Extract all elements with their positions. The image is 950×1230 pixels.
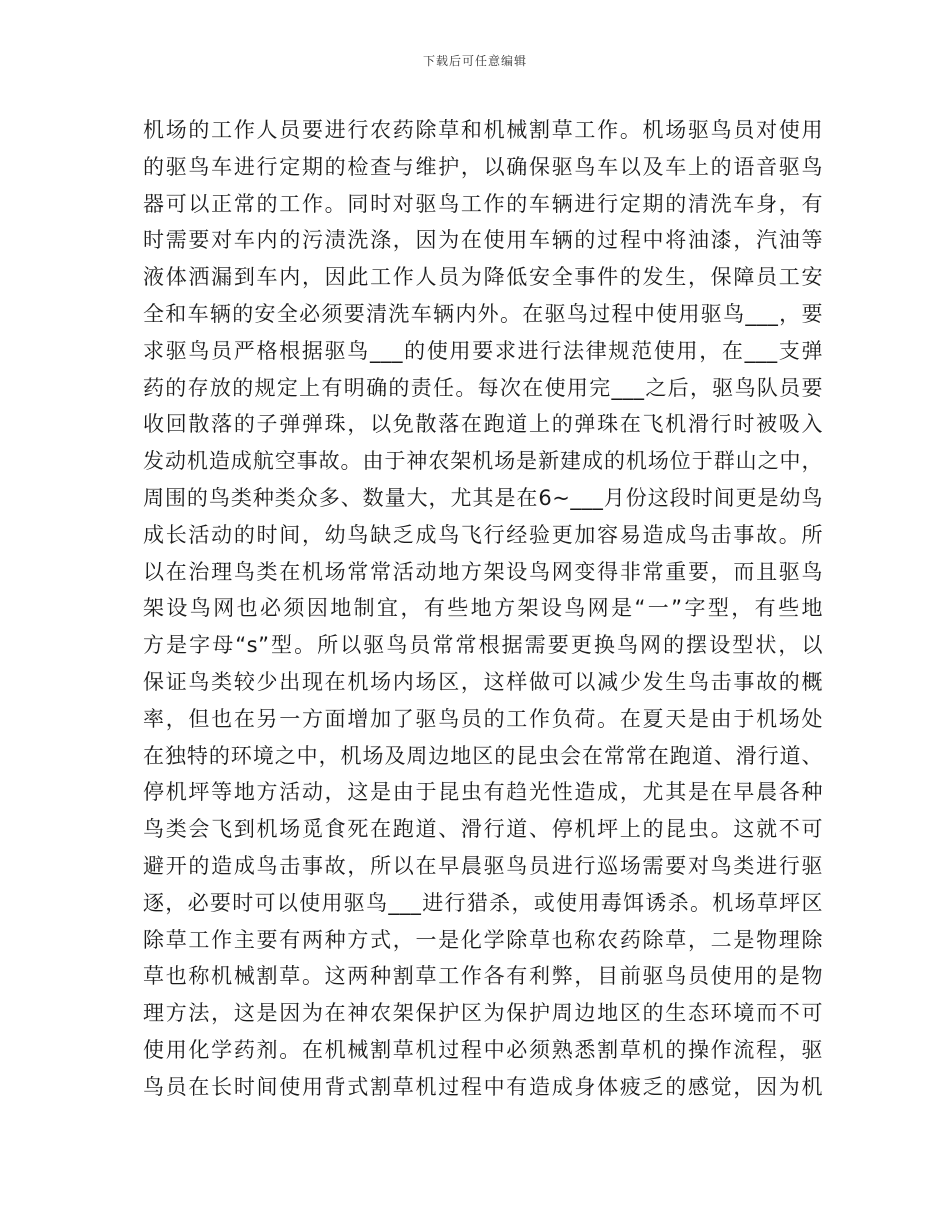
body-text <box>143 112 823 1106</box>
text-line: 架设鸟网也必须因地制宜，有些地方架设鸟网是“一”字型，有些地 <box>143 596 823 621</box>
text-line: 收回散落的子弹弹珠，以免散落在跑道上的弹珠在飞机滑行时被吸入 <box>143 412 823 437</box>
text-line: 方是字母“s”型。所以驱鸟员常常根据需要更换鸟网的摆设型状，以 <box>143 633 823 658</box>
text-line: 发动机造成航空事故。由于神农架机场是新建成的机场位于群山之中， <box>143 449 823 474</box>
text-line: 成长活动的时间，幼鸟缺乏成鸟飞行经验更加容易造成鸟击事故。所 <box>143 522 823 547</box>
text-line: 周围的鸟类种类众多、数量大，尤其是在6~___月份这段时间更是幼鸟 <box>143 485 823 510</box>
text-line: 草也称机械割草。这两种割草工作各有利弊，目前驱鸟员使用的是物 <box>143 964 823 989</box>
text-line: 以在治理鸟类在机场常常活动地方架设鸟网变得非常重要，而且驱鸟 <box>143 559 823 584</box>
text-line: 器可以正常的工作。同时对驱鸟工作的车辆进行定期的清洗车身，有 <box>143 191 823 216</box>
text-line: 停机坪等地方活动，这是由于昆虫有趋光性造成，尤其是在早晨各种 <box>143 780 823 805</box>
text-line: 鸟员在长时间使用背式割草机过程中有造成身体疲乏的感觉，因为机 <box>143 1074 823 1099</box>
text-line: 时需要对车内的污渍洗涤，因为在使用车辆的过程中将油漆，汽油等 <box>143 228 823 253</box>
text-line: 的驱鸟车进行定期的检查与维护，以确保驱鸟车以及车上的语音驱鸟 <box>143 154 823 179</box>
text-line: 率，但也在另一方面增加了驱鸟员的工作负荷。在夏天是由于机场处 <box>143 706 823 731</box>
text-line: 理方法，这是因为在神农架保护区为保护周边地区的生态环境而不可 <box>143 1001 823 1026</box>
text-line: 全和车辆的安全必须要清洗车辆内外。在驱鸟过程中使用驱鸟___，要 <box>143 301 823 326</box>
text-line: 在独特的环境之中，机场及周边地区的昆虫会在常常在跑道、滑行道、 <box>143 743 823 768</box>
text-line: 使用化学药剂。在机械割草机过程中必须熟悉割草机的操作流程，驱 <box>143 1037 823 1062</box>
page-header: 下载后可任意编辑 <box>422 54 527 68</box>
text-line: 机场的工作人员要进行农药除草和机械割草工作。机场驱鸟员对使用 <box>143 118 823 142</box>
text-line: 避开的造成鸟击事故，所以在早晨驱鸟员进行巡场需要对鸟类进行驱 <box>143 853 823 878</box>
text-line: 逐，必要时可以使用驱鸟___进行猎杀，或使用毒饵诱杀。机场草坪区 <box>143 890 823 915</box>
text-line: 求驱鸟员严格根据驱鸟___的使用要求进行法律规范使用，在___支弹 <box>143 338 823 363</box>
text-line: 鸟类会飞到机场觅食死在跑道、滑行道、停机坪上的昆虫。这就不可 <box>143 817 823 842</box>
text-line: 药的存放的规定上有明确的责任。每次在使用完___之后，驱鸟队员要 <box>143 375 823 400</box>
text-line: 液体洒漏到车内，因此工作人员为降低安全事件的发生，保障员工安 <box>143 265 823 290</box>
text-line: 保证鸟类较少出现在机场内场区，这样做可以减少发生鸟击事故的概 <box>143 669 823 694</box>
text-line: 除草工作主要有两种方式，一是化学除草也称农药除草，二是物理除 <box>143 927 823 952</box>
